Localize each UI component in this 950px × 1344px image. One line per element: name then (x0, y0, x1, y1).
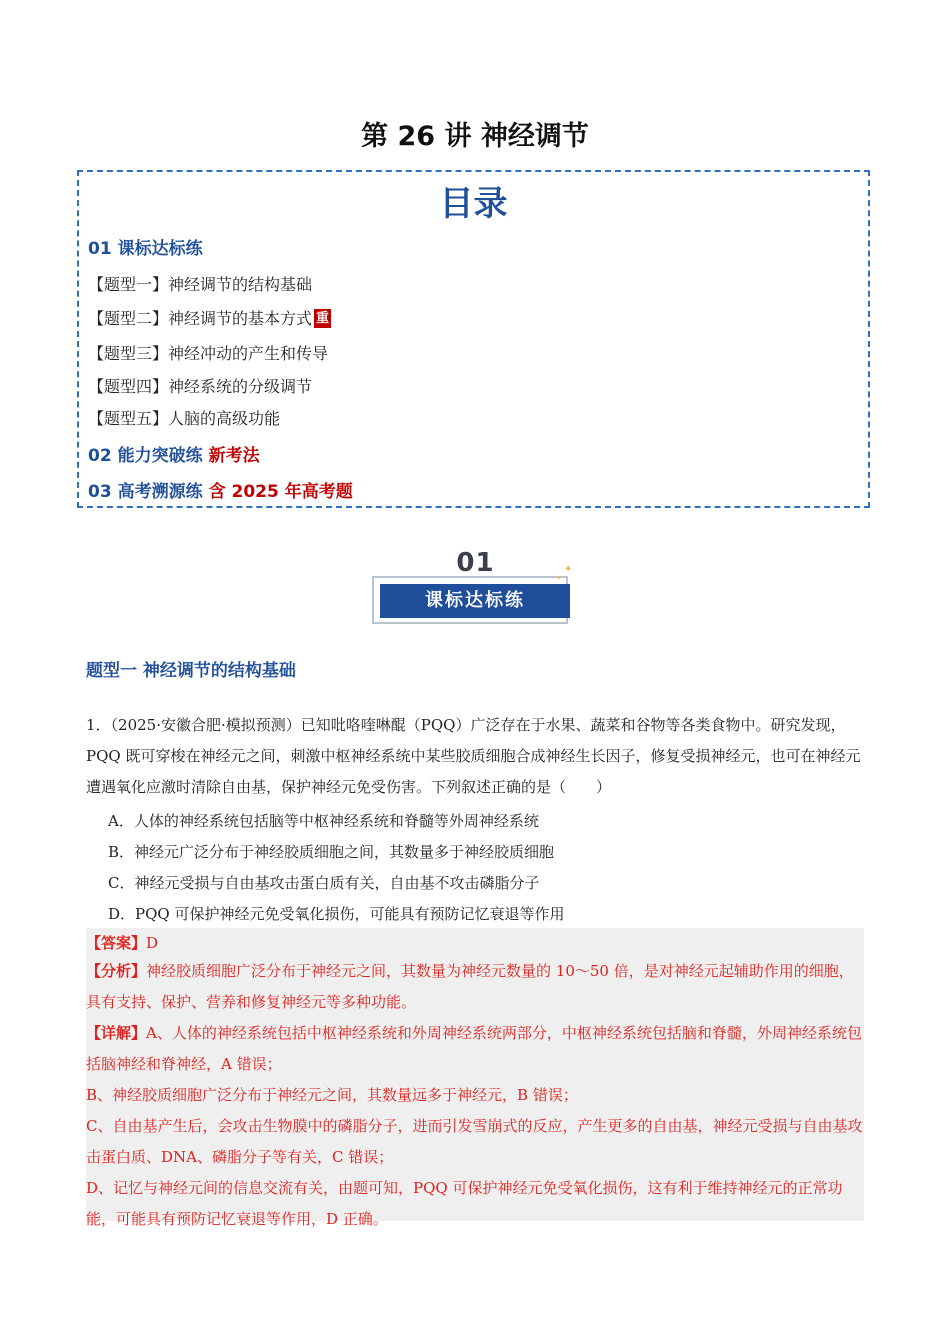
page-title: 第 26 讲 神经调节 (361, 121, 589, 152)
question-text: 1．（2025·安徽合肥·模拟预测）已知吡咯喹啉醌（PQQ）广泛存在于水果、蔬菜和谷物等各类食物中。研究发现，PQQ 既可穿梭在神经元之间，刺激中枢神经系统中某些胶质细胞合成神经生长因子，修复受损神经元，也可在神经元遭遇氧化应激时清除自由基，保护神经元免受伤害。下列叙述正确的是（ ） (86, 716, 861, 796)
toc-section-label: 03 高考溯源练 (88, 482, 203, 502)
toc-item-type-4[interactable]: 【题型四】神经系统的分级调节 (88, 377, 313, 396)
banner-number: 01 (456, 548, 495, 578)
answer-explanation (86, 928, 864, 1228)
toc-item-type-5[interactable]: 【题型五】人脑的高级功能 (88, 409, 281, 428)
toc-item-label: 【题型二】神经调节的基本方式 (88, 309, 313, 328)
toc-item-type-2[interactable] (88, 306, 331, 329)
sparkle-icon: ✦ (556, 574, 562, 582)
answer-value: D (146, 934, 159, 952)
detail-label: 【详解】 (86, 1024, 147, 1042)
analysis-text: 神经胶质细胞广泛分布于神经元之间，其数量为神经元数量的 10～50 倍，是对神经元起辅助作用的细胞，具有支持、保护、营养和修复神经元等多种功能。 (86, 962, 854, 1011)
table-of-contents (77, 170, 870, 508)
toc-item-type-3[interactable]: 【题型三】神经冲动的产生和传导 (88, 344, 329, 363)
answer-line (86, 928, 864, 959)
question-type-heading: 题型一 神经调节的结构基础 (86, 661, 296, 681)
toc-section-1[interactable]: 01 课标达标练 (88, 239, 203, 259)
question-stem (86, 710, 864, 803)
option-b: B．神经元广泛分布于神经胶质细胞之间，其数量多于神经胶质细胞 (108, 843, 555, 861)
key-point-badge: 重 (316, 311, 330, 326)
section-banner (368, 548, 583, 628)
option-c: C．神经元受损与自由基攻击蛋白质有关，自由基不攻击磷脂分子 (108, 874, 540, 892)
toc-section-tag: 新考法 (208, 446, 260, 466)
detail-paragraph-d: D、记忆与神经元间的信息交流有关，由题可知，PQQ 可保护神经元免受氧化损伤，这有利于维持神经元的正常功能，可能具有预防记忆衰退等作用，D 正确。 (86, 1179, 843, 1228)
option-d: D．PQQ 可保护神经元免受氧化损伤，可能具有预防记忆衰退等作用 (108, 905, 565, 923)
detail-paragraph-c: C、自由基产生后，会攻击生物膜中的磷脂分子，进而引发雪崩式的反应，产生更多的自由基，神经元受损与自由基攻击蛋白质、DNA、磷脂分子等有关，C 错误； (86, 1117, 863, 1166)
toc-section-label: 02 能力突破练 (88, 446, 203, 466)
toc-section-2[interactable] (88, 441, 260, 466)
toc-section-tag: 含 2025 年高考题 (208, 482, 353, 502)
detail-paragraph-b: B、神经胶质细胞广泛分布于神经元之间，其数量远多于神经元，B 错误； (86, 1086, 578, 1104)
analysis-label: 【分析】 (86, 962, 147, 980)
option-a: A．人体的神经系统包括脑等中枢神经系统和脊髓等外周神经系统 (108, 812, 539, 830)
detail-a-text: A、人体的神经系统包括中枢神经系统和外周神经系统两部分，中枢神经系统包括脑和脊髓，外周神经系统包括脑神经和脊神经，A 错误； (86, 1024, 862, 1073)
answer-label: 【答案】 (86, 934, 147, 952)
sparkle-icon: ✦ (564, 564, 573, 575)
banner-label: 课标达标练 (425, 590, 525, 611)
toc-heading: 目录 (439, 184, 508, 224)
toc-item-type-1[interactable]: 【题型一】神经调节的结构基础 (88, 275, 313, 294)
toc-section-3[interactable] (88, 477, 353, 502)
detail-paragraph-a (86, 1018, 864, 1080)
analysis-paragraph (86, 956, 864, 1018)
